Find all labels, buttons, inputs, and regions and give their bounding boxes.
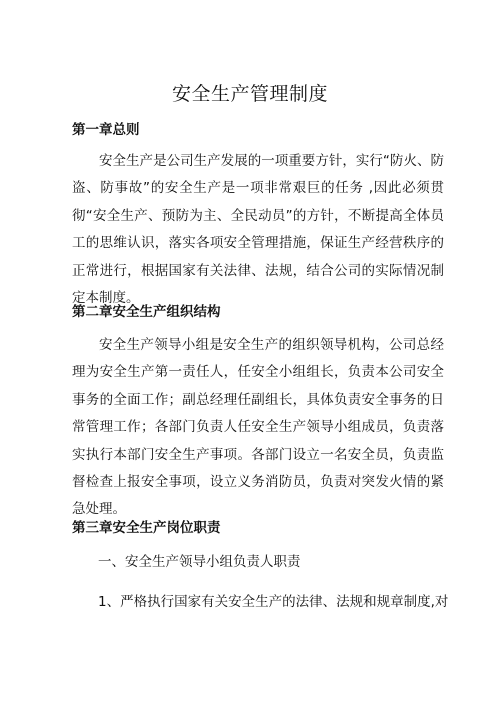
chapter2-paragraph: 安全生产领导小组是安全生产的组织领导机构，公司总经理为安全生产第一责任人，任安全小组组长，负责本公司安全事务的全面工作；副总经理任副组长，具体负责安全事务的日常管理工作；各部门负责人任安全生产领导小组成员，负责落实执行本部门安全生产事项。各部门设立一名安全员，负责监督检查上报安全事项，设立义务消防员，负责对突发火情的紧急处理。 bbox=[72, 337, 444, 518]
document-title: 安全生产管理制度 bbox=[171, 83, 328, 105]
chapter3-heading: 第三章安全生产岗位职责 bbox=[72, 520, 221, 536]
chapter1-paragraph: 安全生产是公司生产发展的一项重要方针，实行“防火、防盗、防事故”的安全生产是一项非常艰巨的任务 ,因此必须贯彻“安全生产、预防为主、全民动员”的方针，不断提高全体员工的思维认识，落实各项安全管理措施，保证生产经营秩序的正常进行，根据国家有关法律、法规，结合公司的实际情况制定本制度。 bbox=[72, 153, 444, 307]
chapter1-heading: 第一章总则 bbox=[72, 122, 140, 138]
chapter2-heading: 第二章安全生产组织结构 bbox=[72, 304, 221, 320]
chapter3-item1: 1、严格执行国家有关安全生产的法律、法规和规章制度,对 bbox=[98, 594, 449, 610]
chapter3-section1: 一、安全生产领导小组负责人职责 bbox=[98, 554, 301, 570]
